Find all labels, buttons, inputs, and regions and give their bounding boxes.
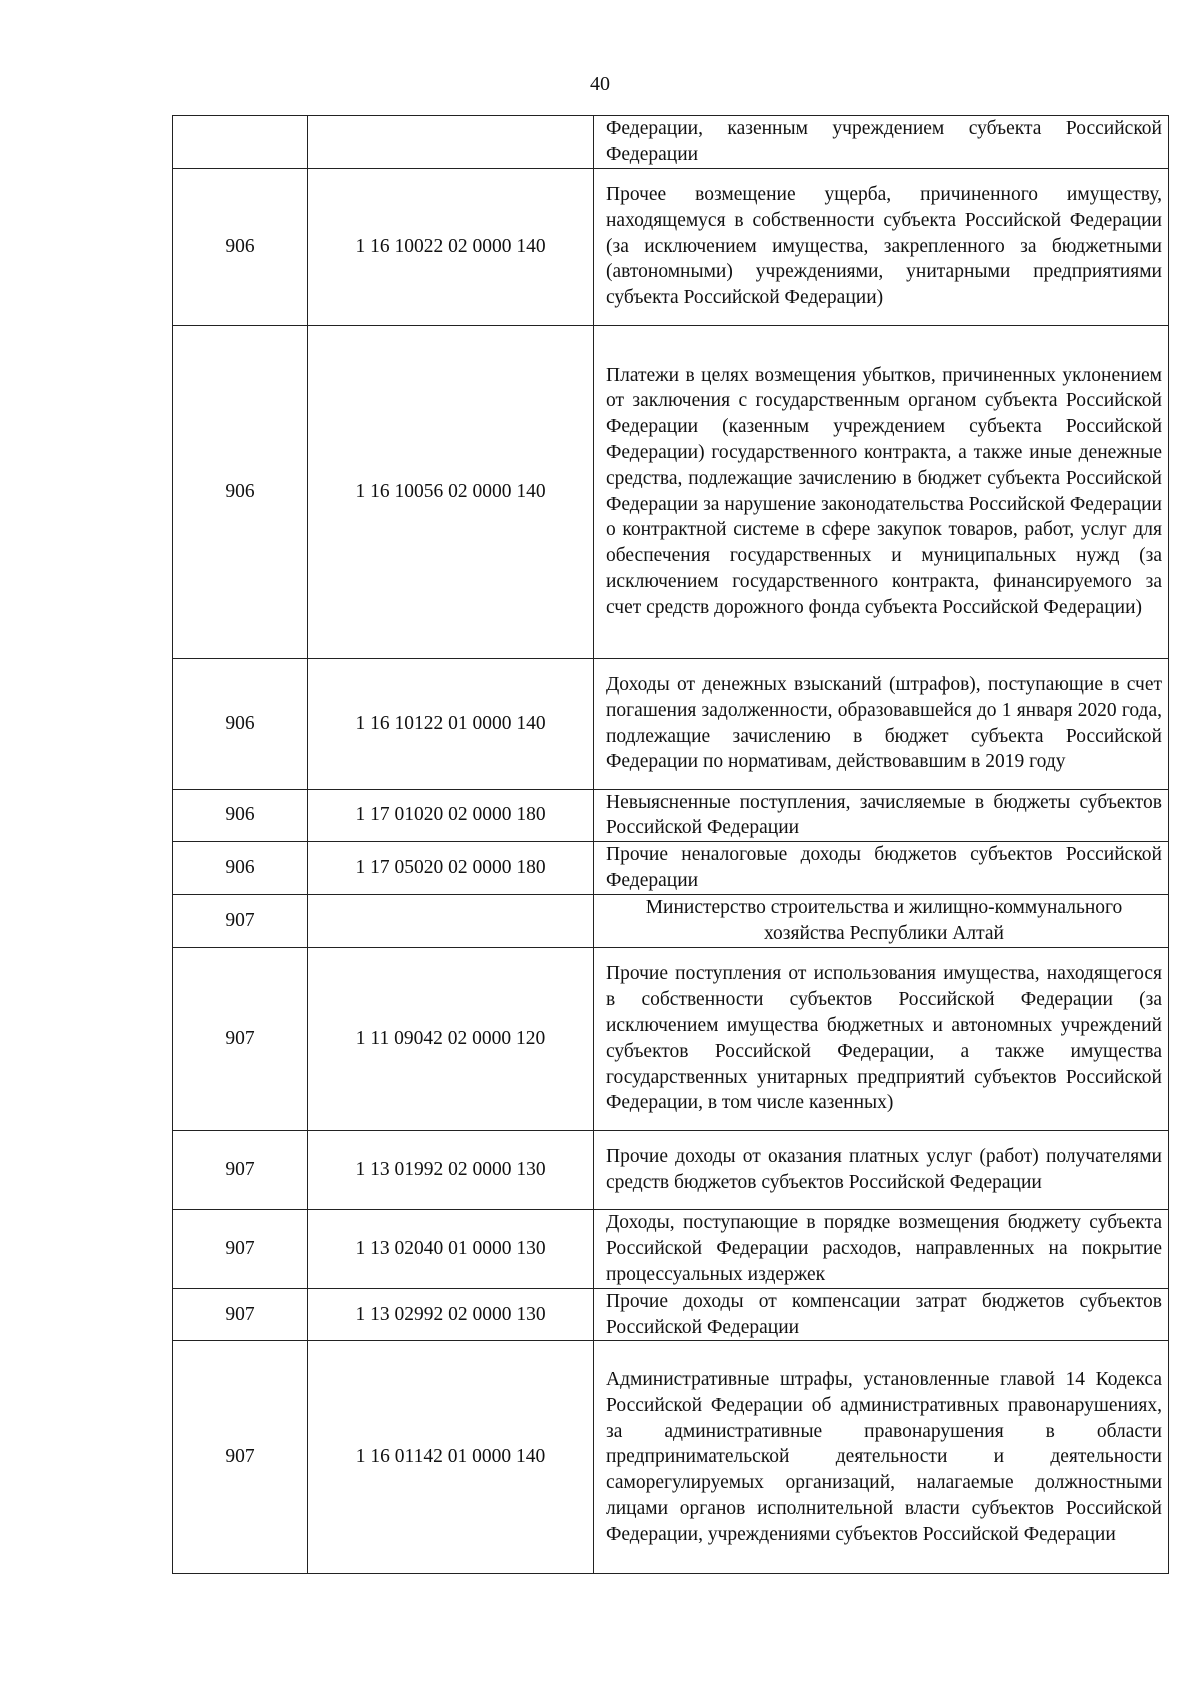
ministry-heading-cell: Министерство строительства и жилищно-коммунального хозяйства Республики Алтай (594, 894, 1169, 947)
income-name-cell: Доходы от денежных взысканий (штрафов), поступающие в счет погашения задолженности, образовавшейся до 1 января 2020 года, подлежащие зачислению в бюджет субъекта Российской Федерации по нормативам, действовавшим в 2019 году (594, 658, 1169, 789)
admin-code-cell: 907 (173, 1209, 308, 1288)
table-row (173, 947, 1169, 1130)
admin-code-cell: 906 (173, 789, 308, 842)
admin-code-cell: 906 (173, 842, 308, 895)
income-name-cell: Прочие доходы от компенсации затрат бюджетов субъектов Российской Федерации (594, 1288, 1169, 1341)
table-row (173, 658, 1169, 789)
revenue-codes-table (172, 115, 1169, 1574)
table-row (173, 325, 1169, 658)
admin-code-cell: 906 (173, 168, 308, 325)
budget-classification-code-cell: 1 13 01992 02 0000 130 (308, 1130, 594, 1209)
table-row (173, 1341, 1169, 1574)
table-row (173, 1209, 1169, 1288)
admin-code-cell: 907 (173, 1341, 308, 1574)
budget-classification-code-cell: 1 16 10022 02 0000 140 (308, 168, 594, 325)
table-row (173, 894, 1169, 947)
table-row (173, 789, 1169, 842)
income-name-cell: Прочее возмещение ущерба, причиненного имуществу, находящемуся в собственности субъекта Российской Федерации (за исключением имущества, закрепленного за бюджетными (автономными) учреждениями, унитарными предприятиями субъекта Российской Федерации) (594, 168, 1169, 325)
income-name-cell: Прочие неналоговые доходы бюджетов субъектов Российской Федерации (594, 842, 1169, 895)
budget-classification-code-cell: 1 17 05020 02 0000 180 (308, 842, 594, 895)
budget-classification-code-cell: 1 16 01142 01 0000 140 (308, 1341, 594, 1574)
admin-code-cell: 906 (173, 658, 308, 789)
table-row (173, 168, 1169, 325)
budget-classification-code-cell: 1 11 09042 02 0000 120 (308, 947, 594, 1130)
admin-code-cell (173, 116, 308, 169)
income-name-cell: Платежи в целях возмещения убытков, причиненных уклонением от заключения с государственным органом субъекта Российской Федерации (казенным учреждением субъекта Российской Федерации) государственного контракта, а также иные денежные средства, подлежащие зачислению в бюджет субъекта Российской Федерации за нарушение законодательства Российской Федерации о контрактной системе в сфере закупок товаров, работ, услуг для обеспечения государственных и муниципальных нужд (за исключением государственного контракта, финансируемого за счет средств дорожного фонда субъекта Российской Федерации) (594, 325, 1169, 658)
income-name-cell: Доходы, поступающие в порядке возмещения бюджету субъекта Российской Федерации расходов, направленных на покрытие процессуальных издержек (594, 1209, 1169, 1288)
table-row (173, 842, 1169, 895)
income-name-cell: Прочие поступления от использования имущества, находящегося в собственности субъектов Российской Федерации (за исключением имущества бюджетных и автономных учреждений субъектов Российской Федерации, а также имущества государственных унитарных предприятий субъектов Российской Федерации, в том числе казенных) (594, 947, 1169, 1130)
table-row (173, 1288, 1169, 1341)
admin-code-cell: 907 (173, 1288, 308, 1341)
budget-classification-code-cell: 1 17 01020 02 0000 180 (308, 789, 594, 842)
admin-code-cell: 906 (173, 325, 308, 658)
budget-classification-code-cell: 1 13 02040 01 0000 130 (308, 1209, 594, 1288)
table-row (173, 116, 1169, 169)
page-number: 40 (590, 73, 610, 95)
income-name-cell: Административные штрафы, установленные главой 14 Кодекса Российской Федерации об административных правонарушениях, за административные правонарушения в области предпринимательской деятельности и деятельности саморегулируемых организаций, налагаемые должностными лицами органов исполнительной власти субъектов Российской Федерации, учреждениями субъектов Российской Федерации (594, 1341, 1169, 1574)
budget-classification-code-cell (308, 116, 594, 169)
budget-classification-code-cell (308, 894, 594, 947)
admin-code-cell: 907 (173, 1130, 308, 1209)
income-name-cell: Прочие доходы от оказания платных услуг (работ) получателями средств бюджетов субъектов Российской Федерации (594, 1130, 1169, 1209)
income-name-cell: Невыясненные поступления, зачисляемые в бюджеты субъектов Российской Федерации (594, 789, 1169, 842)
admin-code-cell: 907 (173, 894, 308, 947)
income-name-cell: Федерации, казенным учреждением субъекта Российской Федерации (594, 116, 1169, 169)
budget-classification-code-cell: 1 13 02992 02 0000 130 (308, 1288, 594, 1341)
budget-classification-code-cell: 1 16 10056 02 0000 140 (308, 325, 594, 658)
admin-code-cell: 907 (173, 947, 308, 1130)
table-row (173, 1130, 1169, 1209)
budget-classification-code-cell: 1 16 10122 01 0000 140 (308, 658, 594, 789)
